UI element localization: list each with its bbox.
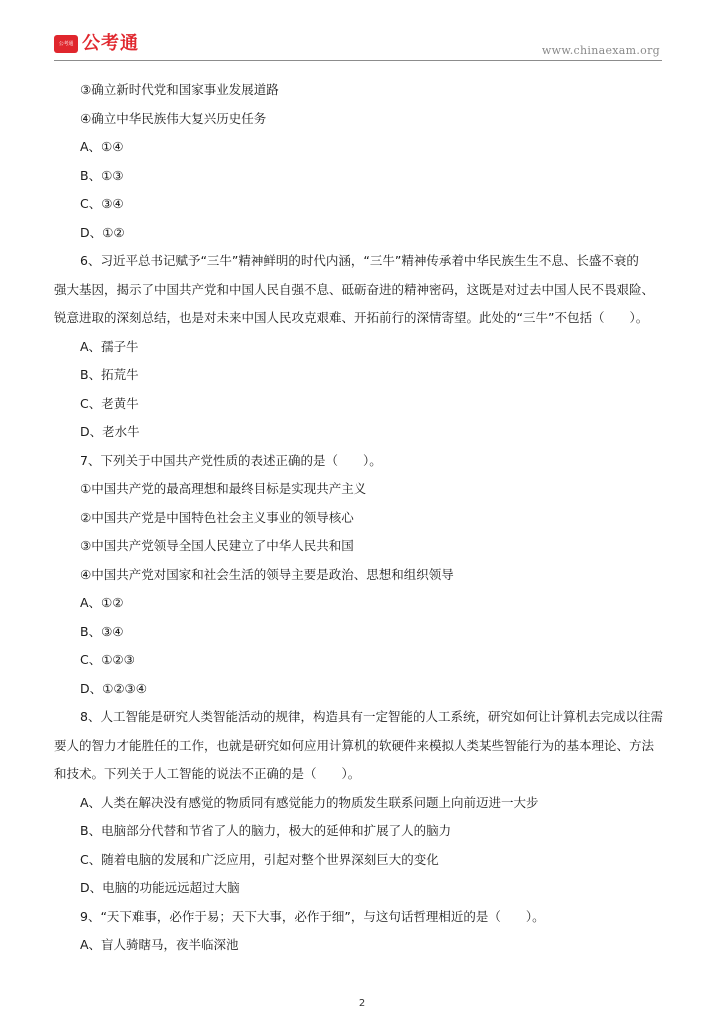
answer-choice: D、①②	[80, 224, 125, 240]
answer-choice: C、③④	[80, 196, 124, 211]
answer-choice: C、老黄牛	[80, 395, 139, 411]
logo-text: 公考通	[82, 33, 139, 54]
logo-badge-icon: 公考通	[54, 35, 78, 53]
answer-choice: C、随着电脑的发展和广泛应用，引起对整个世界深刻巨大的变化	[80, 851, 439, 867]
answer-choice: B、电脑部分代替和节省了人的脑力，极大的延伸和扩展了人的脑力	[80, 823, 452, 838]
option-line: ②中国共产党是中国特色社会主义事业的领导核心	[80, 509, 354, 525]
site-url: www.chinaexam.org	[541, 44, 660, 57]
answer-choice: D、①②③④	[80, 680, 147, 696]
question-text: 9、“天下难事，必作于易；天下大事，必作于细”，与这句话哲理相近的是（ ）。	[80, 908, 545, 924]
answer-choice: A、孺子牛	[80, 338, 139, 354]
option-line: ③中国共产党领导全国人民建立了中华人民共和国	[80, 538, 354, 553]
answer-choice: A、①②	[80, 595, 124, 610]
question-text-continued: 锐意进取的深刻总结，也是对未来中国人民攻克艰难、开拓前行的深情寄望。此处的“三牛”不包括（ ）。	[54, 310, 649, 325]
question-text: 8、人工智能是研究人类智能活动的规律，构造具有一定智能的人工系统，研究如何让计算机去完成以往需	[80, 709, 663, 724]
question-text: 6、习近平总书记赋予“三牛”精神鲜明的时代内涵，“三牛”精神传承着中华民族生生不息、长盛不衰的	[80, 253, 639, 268]
document-body	[54, 76, 668, 960]
question-text-continued: 强大基因，揭示了中国共产党和中国人民自强不息、砥砺奋进的精神密码，这既是对过去中国人民不畏艰险、	[54, 281, 655, 297]
option-line: ④确立中华民族伟大复兴历史任务	[80, 110, 267, 126]
answer-choice: A、人类在解决没有感觉的物质同有感觉能力的物质发生联系问题上向前迈进一大步	[80, 794, 539, 810]
answer-choice: A、①④	[80, 139, 124, 154]
question-text: 7、下列关于中国共产党性质的表述正确的是（ ）。	[80, 452, 382, 468]
option-line: ③确立新时代党和国家事业发展道路	[80, 82, 279, 97]
answer-choice: D、老水牛	[80, 424, 140, 439]
question-text-continued: 要人的智力才能胜任的工作，也就是研究如何应用计算机的软硬件来模拟人类某些智能行为的基本理论、方法	[54, 737, 655, 753]
header-divider	[54, 60, 662, 61]
answer-choice: A、盲人骑瞎马，夜半临深池	[80, 937, 239, 952]
answer-choice: B、①③	[80, 167, 124, 183]
option-line: ①中国共产党的最高理想和最终目标是实现共产主义	[80, 481, 367, 496]
question-text-continued: 和技术。下列关于人工智能的说法不正确的是（ ）。	[54, 766, 361, 781]
answer-choice: B、③④	[80, 623, 124, 639]
page-number: 2	[358, 998, 366, 1009]
brand-logo	[54, 34, 139, 54]
option-line: ④中国共产党对国家和社会生活的领导主要是政治、思想和组织领导	[80, 566, 454, 582]
answer-choice: B、拓荒牛	[80, 367, 139, 382]
answer-choice: D、电脑的功能远远超过大脑	[80, 880, 240, 895]
answer-choice: C、①②③	[80, 652, 135, 667]
page-header	[0, 0, 724, 70]
